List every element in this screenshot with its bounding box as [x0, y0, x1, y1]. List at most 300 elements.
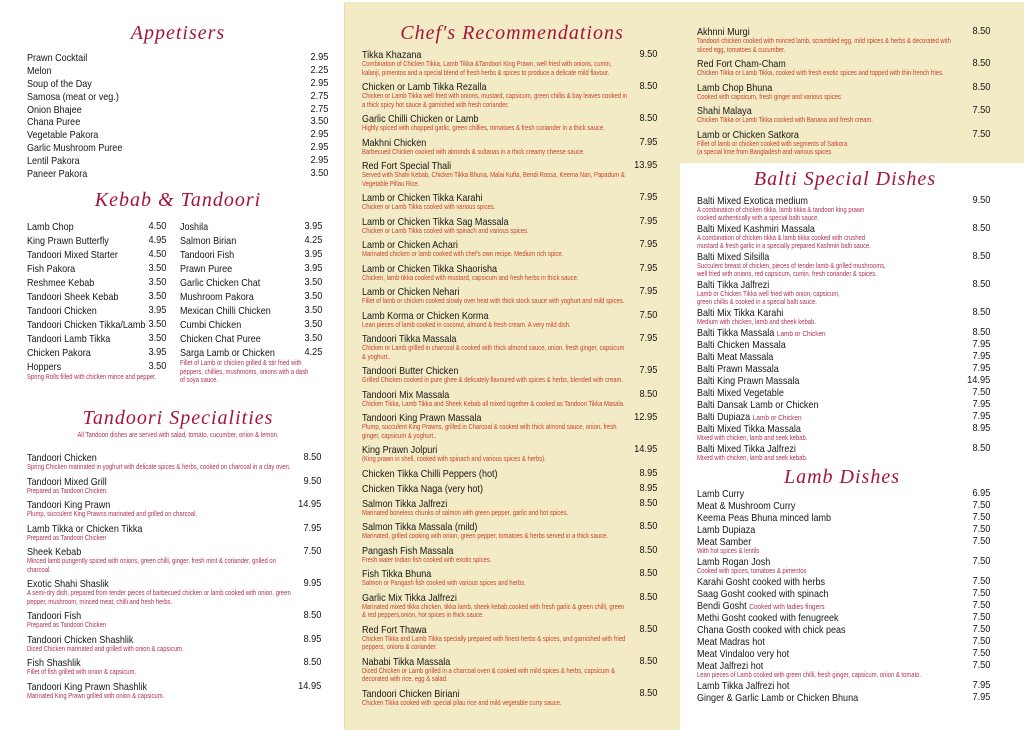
menu-item-name: Lentil Pakora [27, 155, 80, 168]
menu-item-description: Mixed with chicken, lamb and seek kebab. [697, 453, 808, 462]
chefs-heading: Chef's Recommendations [400, 22, 624, 44]
menu-item [180, 303, 322, 317]
menu-item-name: Tandoori Chicken Shashlik [27, 633, 134, 646]
menu-item [27, 522, 321, 543]
menu-item [697, 611, 990, 623]
appetisers-heading: Appetisers [130, 22, 226, 44]
kebab-heading: Kebab & Tandoori [94, 189, 262, 211]
menu-item-price: 8.50 [972, 250, 990, 262]
menu-item-row [697, 611, 990, 623]
menu-item [27, 167, 328, 180]
menu-item [180, 275, 322, 289]
menu-item-description: Highly spiced with chopped garlic, green chillies, tomatoes & fresh coriander in a thick sauce. [362, 123, 605, 132]
menu-item-price: 7.50 [972, 587, 990, 599]
menu-item-description: Lamb or Chicken Tikka well fried with onion, capsicum, green chillis & cooked in a special balti sauce. [697, 289, 840, 306]
menu-item-description: Barbecued Chicken cooked with almonds & sultanas in a thick creamy cheese sauce. [362, 146, 585, 156]
lamb-heading: Lamb Dishes [783, 466, 901, 488]
menu-item-name: Lamb or Chicken Achari [362, 239, 458, 251]
menu-item-row [27, 317, 166, 331]
menu-item-row [180, 219, 322, 233]
menu-item-price: 7.50 [972, 623, 990, 635]
menu-item-name: Karahi Gosht cooked with herbs [697, 576, 826, 588]
menu-item-row [697, 599, 990, 611]
menu-item [362, 497, 657, 518]
menu-item-description: Cooked with spices, tomatoes & pimentos [697, 566, 807, 575]
menu-item-name: Tandoori Chicken [27, 305, 97, 317]
menu-item-row [180, 289, 322, 303]
menu-item-name: Tandoori King Prawn Shashlik [27, 680, 147, 693]
menu-item-name: Tandoori Mixed Grill [27, 475, 107, 488]
menu-item [697, 422, 990, 442]
menu-item-name: Lamb or Chicken Tikka Karahi [362, 192, 483, 204]
menu-item-name: Tandoori Chicken Biriani [362, 687, 460, 700]
menu-item-name: Tandoori Chicken Tikka/Lamb [27, 319, 146, 331]
menu-item-row [27, 261, 166, 275]
menu-item-price: 7.50 [303, 545, 321, 557]
menu-item-name: Red Fort Thawa [362, 623, 427, 636]
menu-item-note: Lamb or Chicken [776, 329, 826, 338]
menu-item [27, 577, 321, 606]
menu-item-price: 9.50 [972, 194, 990, 206]
menu-item-name: Meat Samber [697, 536, 752, 548]
menu-item-name: Sheek Kebab [27, 546, 82, 558]
menu-item-name: Paneer Pakora [27, 168, 88, 181]
menu-item-price: 3.50 [310, 167, 328, 180]
menu-item-name: Lamb or Chicken Tikka Shaorisha [362, 262, 498, 275]
menu-item-name: Balti Mixed Silsilla [697, 251, 770, 263]
menu-item-price: 7.50 [972, 599, 990, 611]
menu-item [27, 233, 166, 247]
menu-item-price: 8.50 [639, 654, 657, 667]
menu-item-name: Exotic Shahi Shaslik [27, 578, 109, 590]
menu-item-price: 7.50 [972, 511, 990, 523]
menu-item [180, 331, 322, 345]
menu-item-price: 8.50 [972, 306, 990, 318]
menu-item-price: 7.50 [972, 555, 990, 567]
menu-item-price: 3.50 [304, 304, 322, 316]
menu-item-row [180, 317, 322, 331]
menu-item [697, 659, 990, 679]
menu-item [180, 247, 322, 261]
menu-item-price: 8.50 [303, 609, 321, 621]
menu-item-row [697, 338, 990, 350]
menu-item-row [180, 275, 322, 289]
menu-item-name: Balti Mixed Kashmiri Massala [697, 223, 815, 235]
kebab-list-left [27, 219, 166, 382]
menu-item-price: 2.95 [310, 154, 328, 167]
menu-item [697, 250, 990, 278]
menu-item [362, 443, 657, 464]
menu-item [180, 233, 322, 247]
menu-item [27, 128, 328, 141]
menu-item-price: 7.95 [972, 350, 990, 362]
menu-item [27, 90, 328, 103]
menu-item-name: Mushroom Pakora [180, 291, 254, 303]
menu-item-price: 3.50 [148, 360, 166, 372]
menu-item-name: Fish Tikka Bhuna [362, 568, 432, 580]
menu-item-row [697, 499, 990, 511]
menu-item-price: 8.50 [972, 25, 990, 37]
menu-item-name: Shahi Malaya [697, 105, 752, 117]
menu-item-row [697, 691, 990, 703]
menu-item-price: 7.50 [972, 647, 990, 659]
menu-item-row [27, 64, 328, 77]
menu-item-price: 7.95 [972, 679, 990, 691]
menu-item-note: Cooked with ladies fingers [749, 602, 825, 611]
menu-item-row [180, 303, 322, 317]
menu-item-price: 7.50 [972, 499, 990, 511]
menu-item [697, 222, 990, 250]
menu-item-price: 8.50 [639, 567, 657, 579]
menu-item-price: 7.95 [972, 398, 990, 410]
balti-heading: Balti Special Dishes [753, 168, 937, 190]
menu-item-name: Balti Meat Massala [697, 351, 774, 363]
menu-item-price: 7.50 [972, 523, 990, 535]
menu-item-row [27, 167, 328, 180]
menu-item-description: Chicken Tikka or Lamb Tikka, cooked with fresh exotic spices and topped with thin french fries. [697, 68, 944, 77]
menu-item-price: 13.95 [633, 159, 657, 171]
menu-item-price: 4.50 [148, 220, 166, 232]
menu-item-name: Lamb Chop [27, 221, 74, 233]
menu-item-name: Prawn Puree [180, 263, 233, 275]
menu-item-name: Sarga Lamb or Chicken [180, 347, 275, 359]
menu-item-row [27, 219, 166, 233]
menu-item-price: 8.50 [972, 80, 990, 93]
menu-item-price: 14.95 [633, 443, 657, 455]
menu-item-name: Cumbi Chicken [180, 319, 242, 331]
menu-item-price: 8.50 [639, 543, 657, 556]
menu-item-description: Spring Chicken marinated in yoghurt with delicate spices & herbs, cooked on charcoal in a clay oven. [27, 462, 291, 471]
menu-item-row [697, 511, 990, 523]
menu-item-description: With hot spices & lentils [697, 546, 760, 555]
menu-item-name: Methi Gosht cooked with fenugreek [697, 612, 839, 624]
menu-item [362, 388, 657, 409]
menu-item-description: Minced lamb pungently spiced with onions, green chilli, ginger, fresh mint & coriander, grilled on charcoal. [27, 556, 276, 574]
menu-item-description: Served with Shahi Kebab, Chicken Tikka Bhuna, Malai Kufta, Bendi Rossa, Keema Nan, Papadum & Vegetable Pillau Rice. [362, 170, 625, 188]
menu-item-row [27, 77, 328, 90]
menu-item [697, 386, 990, 398]
menu-item-name: Balti Tikka Jalfrezi [697, 279, 770, 291]
menu-item-description: Chicken Tikka cooked with special pilau rice and mild vegetable curry sauce. [362, 697, 562, 707]
menu-item-price: 7.50 [972, 635, 990, 647]
menu-item [697, 487, 990, 499]
chefs-list [362, 48, 657, 710]
menu-item-price: 3.95 [304, 248, 322, 260]
menu-item-price: 7.50 [972, 611, 990, 623]
menu-item-price: 8.95 [972, 422, 990, 434]
menu-item-price: 3.50 [148, 276, 166, 288]
menu-item-price: 8.50 [972, 326, 990, 338]
menu-item [27, 317, 166, 331]
menu-item-name: Balti Mixed Exotica medium [697, 195, 808, 207]
menu-item-price: 8.95 [303, 632, 321, 645]
menu-item-name: Garlic Mushroom Puree [27, 142, 123, 155]
menu-item-price: 4.25 [304, 346, 322, 358]
menu-item-name: Chicken or Lamb Tikka Rezalla [362, 81, 487, 93]
menu-item-name: Tandoori King Prawn [27, 499, 111, 511]
menu-item [27, 359, 166, 382]
menu-item-name: Balti Chicken Massala [697, 339, 786, 351]
menu-item-description: Marinated chicken or lamb cooked with chef's own recipe. Medium rich spice. [362, 249, 564, 258]
tandoori-subtitle: All Tandoori dishes are served with salad, tomato, cucumber, onion & lemon. [77, 432, 279, 439]
menu-item-row [27, 141, 328, 154]
menu-item-price: 7.95 [639, 191, 657, 203]
menu-item-name: Lamb Chop Bhuna [697, 81, 773, 94]
menu-item-price: 4.25 [304, 234, 322, 246]
menu-item-name: Meat Vindaloo very hot [697, 648, 790, 660]
menu-item [697, 499, 990, 511]
menu-item [362, 285, 657, 306]
menu-item-name: Melon [27, 64, 52, 77]
menu-item-price: 8.50 [639, 80, 657, 92]
menu-item-name: Tandoori Tikka Massala [362, 333, 457, 345]
menu-item-price: 8.50 [303, 451, 321, 463]
menu-item-description: Marinated mixed tikka chicken, tikka lamb, sheek kebab,cooked with fresh garlic & green chilli, green & red peppers,onion, hot spices in thick sauce. [362, 601, 625, 619]
menu-item-description: Fresh water Indian fish cooked with exotic spices. [362, 554, 492, 564]
menu-item-price: 12.95 [633, 411, 657, 423]
menu-item [27, 64, 328, 77]
menu-item-description: Salmon or Pangash fish cooked with various spices and herbs. [362, 578, 526, 587]
menu-item-name: Nababi Tikka Massala [362, 655, 451, 668]
menu-item-price: 8.50 [972, 222, 990, 234]
menu-item-price: 8.50 [639, 496, 657, 509]
menu-item-price: 7.95 [972, 691, 990, 703]
menu-item-description: Chicken Tikka and Lamb Tikka specially prepared with finest herbs & spices, and garnished with fried peppers, onions & coriander. [362, 633, 626, 651]
menu-item-name: Chicken Chat Puree [180, 333, 261, 345]
menu-item-description: Spring Rolls filled with chicken mince and pepper. [27, 372, 157, 381]
menu-item-description: Cooked with capsicum, fresh ginger and various spices [697, 91, 841, 101]
menu-item [27, 289, 166, 303]
menu-item [697, 410, 990, 422]
menu-item [362, 215, 657, 236]
menu-item-price: 7.95 [303, 521, 321, 534]
menu-item [27, 247, 166, 261]
menu-item-name: Red Fort Cham-Cham [697, 58, 786, 70]
menu-item [27, 633, 321, 654]
menu-item-price: 3.95 [304, 262, 322, 274]
menu-item-name: Balti King Prawn Massala [697, 375, 800, 387]
menu-item-price: 3.50 [310, 115, 328, 128]
menu-item-row [697, 398, 990, 410]
menu-item-price: 7.95 [639, 261, 657, 274]
menu-item-name: Balti Tikka Massala Lamb or Chicken [697, 327, 826, 339]
menu-item-price: 7.95 [639, 332, 657, 344]
menu-item-price: 8.95 [639, 466, 657, 479]
menu-item-price: 7.95 [972, 410, 990, 422]
menu-item [697, 128, 990, 157]
tandoori-list [27, 451, 321, 703]
menu-item [362, 520, 657, 541]
menu-item-description: Medium with chicken, lamb and sheek kebab. [697, 317, 816, 326]
menu-item-price: 8.50 [972, 278, 990, 290]
menu-item [697, 635, 990, 647]
menu-item-description: Prepared as Tandoori Chicken [27, 620, 107, 629]
menu-item-row [362, 482, 657, 494]
menu-item-name: Saag Gosht cooked with spinach [697, 588, 829, 600]
menu-item-row [697, 587, 990, 599]
menu-item-price: 8.50 [303, 656, 321, 668]
menu-item-name: Tandoori Butter Chicken [362, 365, 459, 377]
menu-item-price: 9.50 [303, 474, 321, 487]
menu-item-description: Lean pieces of lamb cooked in coconut, almond & fresh cream. A very mild dish. [362, 319, 571, 329]
menu-item-name: Garlic Mix Tikka Jalfrezi [362, 591, 457, 604]
menu-item-price: 14.95 [297, 498, 321, 510]
menu-item [180, 261, 322, 275]
menu-item [180, 289, 322, 303]
menu-item-name: Keema Peas Bhuna minced lamb [697, 512, 832, 524]
chefs-list-continued [697, 25, 990, 160]
menu-item-row [697, 623, 990, 635]
menu-item [697, 306, 990, 326]
menu-item-description: Marinated, grilled cooking with onion, green pepper, tomatoes & herbs served in a thick sauce. [362, 531, 609, 540]
menu-item [697, 679, 990, 691]
menu-item-price: 2.95 [310, 51, 328, 63]
menu-item-name: Pangash Fish Massala [362, 544, 454, 557]
menu-item [27, 345, 166, 359]
menu-item-price: 9.50 [639, 48, 657, 60]
menu-item [27, 51, 328, 64]
menu-item [362, 567, 657, 588]
menu-item [362, 309, 657, 330]
menu-item-name: King Prawn Butterfly [27, 235, 109, 247]
menu-item-price: 7.95 [972, 338, 990, 350]
menu-item [27, 451, 321, 472]
menu-item-price: 3.50 [148, 318, 166, 330]
menu-item [362, 136, 657, 157]
menu-item-name: Lamb Tikka or Chicken Tikka [27, 522, 143, 535]
menu-item-name: Tandoori Fish [27, 610, 82, 622]
menu-item [697, 338, 990, 350]
menu-item-row [697, 410, 990, 422]
menu-item [27, 261, 166, 275]
menu-item-name: Fish Pakora [27, 263, 76, 275]
menu-item-row [697, 679, 990, 691]
menu-item-price: 3.95 [148, 304, 166, 316]
menu-item-description: Chicken Tikka, Lamb Tikka and Sheek Kebab all mixed together & cooked as Tandoori Tikka Masala. [362, 398, 625, 408]
menu-item-name: Lamb Dupiaza [697, 524, 756, 536]
menu-item [27, 154, 328, 167]
menu-item-price: 3.50 [304, 332, 322, 344]
menu-item-name: Tandoori Mixed Starter [27, 249, 118, 261]
menu-item-name: Chana Gosth cooked with chick peas [697, 624, 846, 636]
menu-item-price: 3.50 [304, 290, 322, 302]
menu-item [697, 194, 990, 222]
menu-item [362, 159, 657, 188]
menu-item-price: 7.95 [639, 285, 657, 297]
menu-item-description: Plump, succulent King Prawns marinated and grilled on charcoal. [27, 509, 198, 518]
menu-item-name: Meat Jalfrezi hot [697, 660, 764, 672]
menu-item-price: 3.50 [148, 290, 166, 302]
menu-item [362, 544, 657, 565]
menu-item-row [180, 247, 322, 261]
menu-item-row [697, 386, 990, 398]
menu-item-row [697, 350, 990, 362]
appetisers-list [27, 51, 328, 180]
menu-item-description: Grilled Chicken cooked in pure ghee & delicately flavoured with spices & herbs, blended with cream. [362, 375, 624, 384]
menu-item-price: 7.50 [972, 386, 990, 398]
menu-item-name: King Prawn Jolpuri [362, 444, 438, 456]
menu-item-price: 8.50 [639, 387, 657, 400]
menu-item-description: (King prawn in shell, cooked with spinach and various spices & herbs). [362, 454, 546, 463]
menu-item [27, 115, 328, 128]
menu-item-row [27, 128, 328, 141]
menu-item-row [27, 51, 328, 64]
menu-item-name: Balti Mix Tikka Karahi [697, 307, 784, 319]
menu-item-name: Balti Mixed Tikka Jalfrezi [697, 443, 796, 455]
menu-item-description: Chicken or Lamb Tikka cooked with spinach and various spices. [362, 225, 529, 235]
menu-item-name: Chicken Pakora [27, 347, 91, 359]
menu-item-row [697, 635, 990, 647]
menu-item-row [27, 233, 166, 247]
menu-item-description: Tandoori chicken cooked with minced lamb, scrambled egg, mild spices & herbs & decorated with sliced egg, tomatoes & cucumber. [697, 36, 951, 54]
menu-item-name: Salmon Tikka Massala (mild) [362, 521, 478, 533]
menu-item [697, 623, 990, 635]
menu-item [27, 609, 321, 630]
menu-item-description: Prepared as Tandoori Chicken. [27, 485, 108, 495]
menu-item-price: 7.50 [972, 535, 990, 547]
menu-item-row [180, 261, 322, 275]
menu-item-price: 8.50 [639, 622, 657, 635]
menu-item [697, 523, 990, 535]
menu-item [697, 511, 990, 523]
menu-item-name: Lamb Korma or Chicken Korma [362, 309, 489, 322]
menu-item [27, 331, 166, 345]
menu-item [697, 575, 990, 587]
menu-item-row [180, 331, 322, 345]
menu-item-price: 2.95 [310, 128, 328, 141]
menu-item [362, 623, 657, 652]
menu-item-name: Tandoori King Prawn Massala [362, 412, 482, 424]
menu-item-name: Prawn Cocktail [27, 52, 88, 64]
menu-item-price: 8.95 [639, 481, 657, 494]
menu-item-description: Marinated King Prawn grilled with onion & capsicum. [27, 690, 165, 700]
menu-item-description: Chicken Tikka or Lamb Tikka cooked with Banana and fresh cream. [697, 115, 873, 124]
menu-item-price: 8.50 [639, 686, 657, 699]
menu-item-price: 3.50 [148, 332, 166, 344]
menu-item [180, 317, 322, 331]
menu-item-name: Bendi Gosht Cooked with ladies fingers [697, 600, 825, 612]
menu-item-name: Tandoori Mix Massala [362, 388, 450, 401]
menu-item-price: 7.50 [639, 308, 657, 321]
menu-item-price: 8.50 [639, 590, 657, 603]
menu-item [697, 25, 990, 54]
menu-item-name: Makhni Chicken [362, 136, 427, 149]
menu-item-price: 2.75 [310, 89, 328, 102]
menu-item-price: 8.50 [639, 520, 657, 532]
menu-item-name: Tandoori Chicken [27, 452, 97, 464]
menu-item-price: 2.95 [310, 76, 328, 89]
menu-item-description: Fillet of fish grilled with onion & capsicum. [27, 667, 137, 676]
menu-item-name: Tandoori Lamb Tikka [27, 333, 111, 345]
kebab-list-right [180, 219, 322, 385]
menu-item-row [697, 575, 990, 587]
menu-item [27, 103, 328, 116]
menu-item-name: Joshila [180, 221, 209, 233]
menu-item [180, 345, 322, 385]
menu-item-description: Diced Chicken or Lamb grilled in a charcoal oven & cooked with mild spices & herbs, capsicum & decorated with rice, egg & salad. [362, 665, 615, 683]
menu-item-price: 2.75 [310, 102, 328, 115]
menu-item-row [27, 359, 166, 373]
menu-item-price: 2.95 [310, 141, 328, 154]
menu-item-name: Balti Dupiaza Lamb or Chicken [697, 411, 802, 423]
menu-item-description: Prepared as Tandoori Chicken [27, 532, 107, 542]
menu-item [362, 411, 657, 440]
menu-item-price: 8.50 [972, 442, 990, 454]
menu-item-price: 6.95 [972, 487, 990, 499]
menu-item [697, 374, 990, 386]
menu-item-row [27, 275, 166, 289]
menu-item-name: Akhnni Murgi [697, 26, 750, 38]
